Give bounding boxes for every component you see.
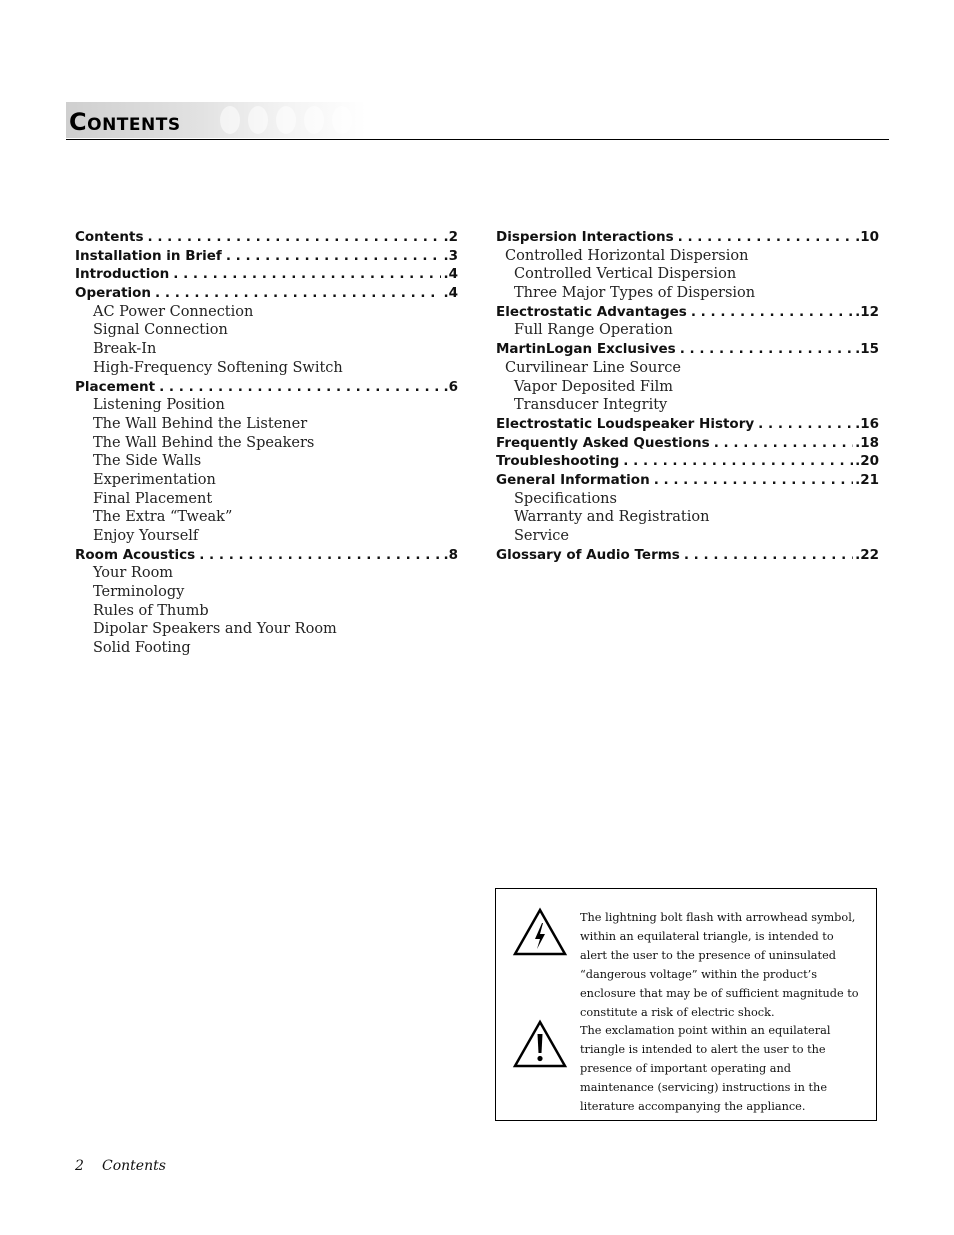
toc-subentry[interactable]: Service bbox=[514, 528, 569, 544]
exclamation-warning-icon bbox=[512, 1019, 568, 1069]
toc-entry-page: .18 bbox=[855, 434, 879, 451]
toc-entry[interactable] bbox=[75, 265, 458, 284]
dot-leader bbox=[148, 228, 442, 247]
toc-entry-page: .15 bbox=[855, 341, 879, 358]
dot-leader bbox=[684, 546, 853, 565]
toc-entry-title: Frequently Asked Questions bbox=[496, 434, 710, 451]
toc-subentry[interactable]: Specifications bbox=[514, 490, 617, 507]
toc-entry-title: Room Acoustics bbox=[75, 546, 196, 563]
dot-leader bbox=[623, 452, 853, 471]
toc-entry-title: Contents bbox=[75, 229, 144, 245]
toc-entry[interactable] bbox=[496, 546, 879, 565]
toc-entry[interactable] bbox=[496, 471, 879, 490]
toc-left-column bbox=[75, 228, 458, 658]
dot-leader bbox=[714, 434, 853, 453]
footer-section: Contents bbox=[102, 1158, 166, 1174]
toc-entry-page: .16 bbox=[855, 415, 879, 432]
page-title: Contents bbox=[69, 108, 181, 136]
toc-subentry[interactable]: Break-In bbox=[93, 341, 157, 358]
toc-subentry[interactable]: High-Frequency Softening Switch bbox=[93, 359, 343, 376]
dot-leader bbox=[199, 546, 441, 565]
toc-subentry[interactable]: Transducer Integrity bbox=[514, 397, 668, 414]
toc-entry[interactable] bbox=[496, 434, 879, 453]
toc-subentry[interactable]: The Wall Behind the Speakers bbox=[93, 434, 315, 451]
toc-right-column bbox=[496, 228, 879, 564]
toc-subentry[interactable]: Dipolar Speakers and Your Room bbox=[93, 621, 337, 638]
dot-leader bbox=[758, 415, 853, 434]
toc-entry-title: Introduction bbox=[75, 266, 170, 283]
toc-entry[interactable] bbox=[75, 247, 458, 266]
toc-entry[interactable] bbox=[496, 228, 879, 247]
page-number: 2 bbox=[75, 1158, 84, 1174]
toc-entry-title: Installation in Brief bbox=[75, 247, 222, 264]
toc-entry-page: .10 bbox=[855, 229, 879, 245]
dot-leader bbox=[226, 247, 442, 266]
toc-entry-title: Electrostatic Advantages bbox=[496, 303, 687, 320]
toc-subentry[interactable]: Three Major Types of Dispersion bbox=[514, 285, 756, 302]
toc-entry-title: Electrostatic Loudspeaker History bbox=[496, 415, 755, 432]
title-rule bbox=[66, 139, 889, 140]
toc-entry[interactable] bbox=[496, 452, 879, 471]
toc-subentry[interactable]: Warranty and Registration bbox=[514, 509, 710, 526]
toc-entry-page: .4 bbox=[443, 266, 458, 283]
toc-entry-title: MartinLogan Exclusives bbox=[496, 341, 676, 358]
toc-subentry[interactable]: The Wall Behind the Listener bbox=[93, 415, 308, 432]
toc-entry[interactable] bbox=[496, 415, 879, 434]
toc-subentry[interactable]: AC Power Connection bbox=[93, 303, 254, 320]
toc-subentry[interactable]: Full Range Operation bbox=[514, 322, 673, 339]
toc-entry-page: .22 bbox=[855, 546, 879, 563]
toc-subentry[interactable]: Vapor Deposited Film bbox=[514, 378, 674, 395]
toc-entry-page: .3 bbox=[443, 247, 458, 264]
dot-leader bbox=[155, 284, 441, 303]
dot-leader bbox=[173, 265, 441, 284]
toc-entry[interactable] bbox=[75, 546, 458, 565]
toc-entry[interactable] bbox=[75, 284, 458, 303]
lightning-warning-icon bbox=[512, 907, 568, 957]
toc-entry[interactable] bbox=[75, 228, 458, 247]
toc-subentry[interactable]: Final Placement bbox=[93, 490, 213, 507]
toc-entry-page: .2 bbox=[443, 229, 458, 245]
toc-entry-page: .12 bbox=[855, 303, 879, 320]
toc-subentry[interactable]: Your Room bbox=[93, 565, 174, 582]
toc-entry-title: Dispersion Interactions bbox=[496, 229, 674, 245]
dot-leader bbox=[691, 303, 853, 322]
toc-subentry[interactable]: Enjoy Yourself bbox=[93, 528, 199, 544]
toc-subentry[interactable]: The Extra “Tweak” bbox=[93, 509, 233, 526]
toc-subentry[interactable]: Rules of Thumb bbox=[93, 602, 209, 619]
dot-leader bbox=[654, 471, 853, 490]
dot-leader bbox=[678, 228, 853, 247]
toc-subentry[interactable]: Listening Position bbox=[93, 397, 225, 414]
dot-leader bbox=[680, 340, 853, 359]
page-footer bbox=[75, 1158, 166, 1174]
toc-entry[interactable] bbox=[496, 303, 879, 322]
toc-subentry[interactable]: Terminology bbox=[93, 584, 185, 601]
toc-entry-title: Operation bbox=[75, 285, 152, 302]
toc-subentry[interactable]: Curvilinear Line Source bbox=[505, 359, 682, 376]
toc-entry-title: Troubleshooting bbox=[496, 453, 620, 470]
toc-entry-title: General Information bbox=[496, 471, 650, 488]
toc-entry-page: .4 bbox=[443, 285, 458, 302]
toc-subentry[interactable]: Controlled Vertical Dispersion bbox=[514, 266, 737, 283]
lightning-warning-text: The lightning bolt flash with arrowhead symbol, within an equilateral triangle, is intended to alert the user to the presence of uninsulated “dangerous voltage” within the product’s enclosure that may be of sufficient magnitude to constitute a risk of electric shock. bbox=[580, 911, 859, 1019]
toc-entry-title: Placement bbox=[75, 378, 156, 395]
toc-subentry[interactable]: The Side Walls bbox=[93, 453, 202, 470]
safety-warning-box bbox=[495, 888, 877, 1121]
toc-subentry[interactable]: Solid Footing bbox=[93, 640, 191, 657]
exclamation-warning-text: The exclamation point within an equilateral triangle is intended to alert the user to the presence of important operating and maintenance (servicing) instructions in the literature accompanying the appliance. bbox=[580, 1024, 831, 1113]
toc-subentry[interactable]: Controlled Horizontal Dispersion bbox=[505, 247, 749, 264]
toc-entry-title: Glossary of Audio Terms bbox=[496, 546, 680, 563]
toc-entry-page: .6 bbox=[443, 378, 458, 395]
toc-entry-page: .21 bbox=[855, 471, 879, 488]
title-banner-dots bbox=[210, 102, 370, 138]
toc-entry[interactable] bbox=[496, 340, 879, 359]
toc-entry-page: .8 bbox=[443, 546, 458, 563]
toc-entry-page: .20 bbox=[855, 453, 879, 470]
toc-entry[interactable] bbox=[75, 378, 458, 397]
toc-subentry[interactable]: Experimentation bbox=[93, 471, 216, 488]
toc-subentry[interactable]: Signal Connection bbox=[93, 322, 228, 339]
dot-leader bbox=[159, 378, 441, 397]
